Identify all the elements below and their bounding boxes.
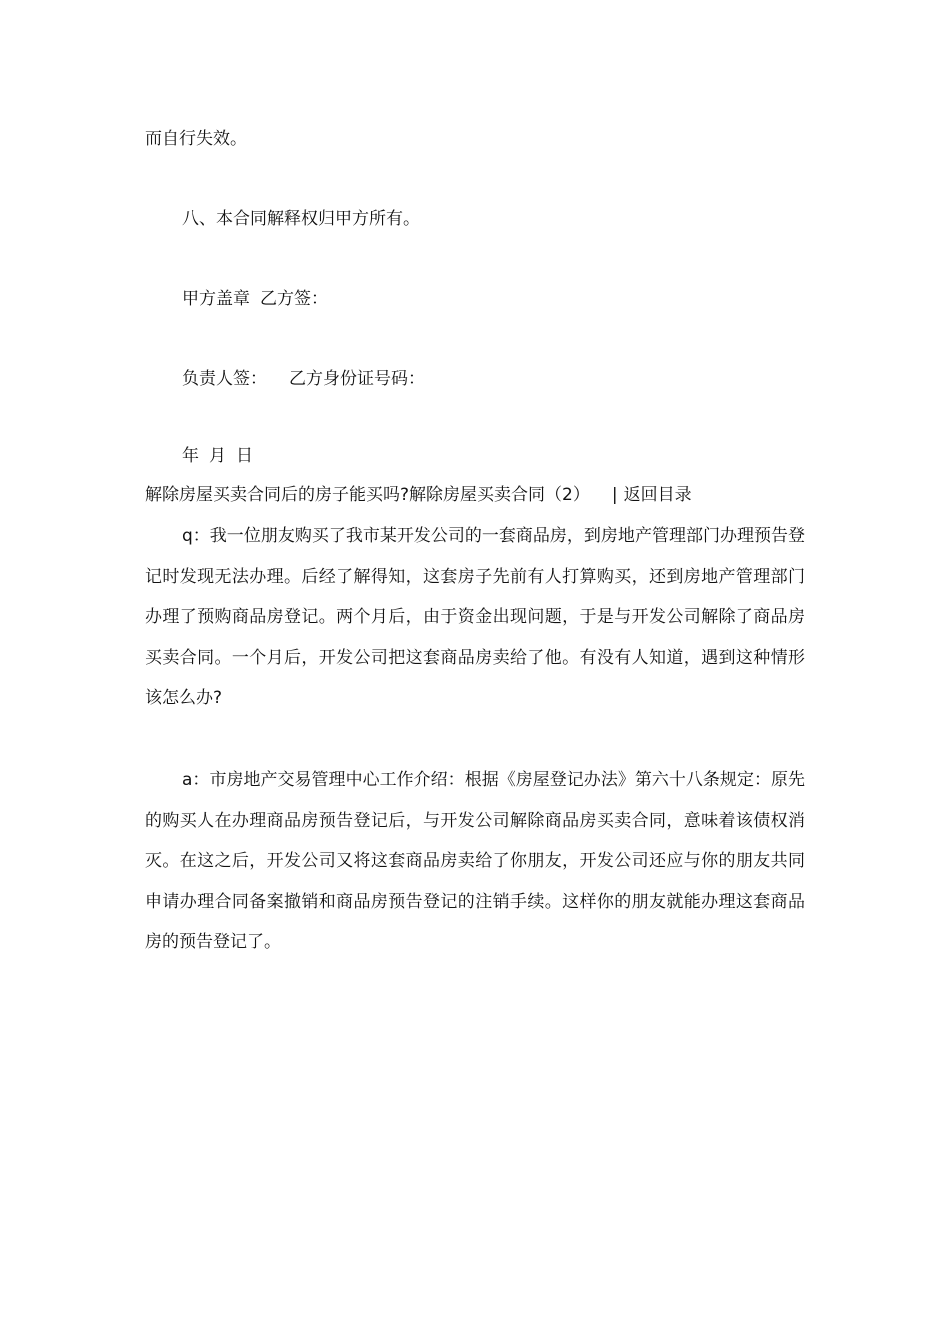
clause-eight: 八、本合同解释权归甲方所有。 — [182, 209, 420, 229]
person-in-charge-label: 负责人签： — [182, 369, 267, 389]
back-to-contents-link[interactable]: 返回目录 — [623, 485, 692, 505]
answer-paragraph: a：市房地产交易管理中心工作介绍：根据《房屋登记办法》第六十八条规定：原先的购买人在办理商品房预告登记后，与开发公司解除商品房买卖合同，意味着该债权消灭。在这之后，开发公司又将这套商品房卖给了你朋友，开发公司还应与你的朋友共同申请办理合同备案撤销和商品房预告登记的注销手续。这样你的朋友就能办理这套商品房的预告登记了。 — [145, 770, 805, 952]
section-heading: 解除房屋买卖合同后的房子能买吗?解除房屋买卖合同（2） — [145, 485, 590, 505]
heading-separator: | — [611, 485, 618, 505]
contract-line-effective: 而自行失效。 — [145, 129, 247, 149]
section-heading-line — [145, 483, 692, 507]
signature-line-person — [182, 367, 425, 391]
party-b-sign-label: 乙方签： — [260, 289, 328, 309]
date-line — [182, 444, 253, 468]
signature-line-party — [182, 287, 328, 311]
date-month-label: 月 — [209, 446, 226, 466]
question-paragraph: q：我一位朋友购买了我市某开发公司的一套商品房，到房地产管理部门办理预告登记时发现无法办理。后经了解得知，这套房子先前有人打算购买，还到房地产管理部门办理了预购商品房登记。两个月后，由于资金出现问题，于是与开发公司解除了商品房买卖合同。一个月后，开发公司把这套商品房卖给了他。有没有人知道，遇到这种情形该怎么办? — [145, 526, 805, 708]
party-b-id-label: 乙方身份证号码： — [289, 369, 425, 389]
date-year-label: 年 — [182, 446, 199, 466]
date-day-label: 日 — [236, 446, 253, 466]
party-a-seal-label: 甲方盖章 — [182, 289, 250, 309]
